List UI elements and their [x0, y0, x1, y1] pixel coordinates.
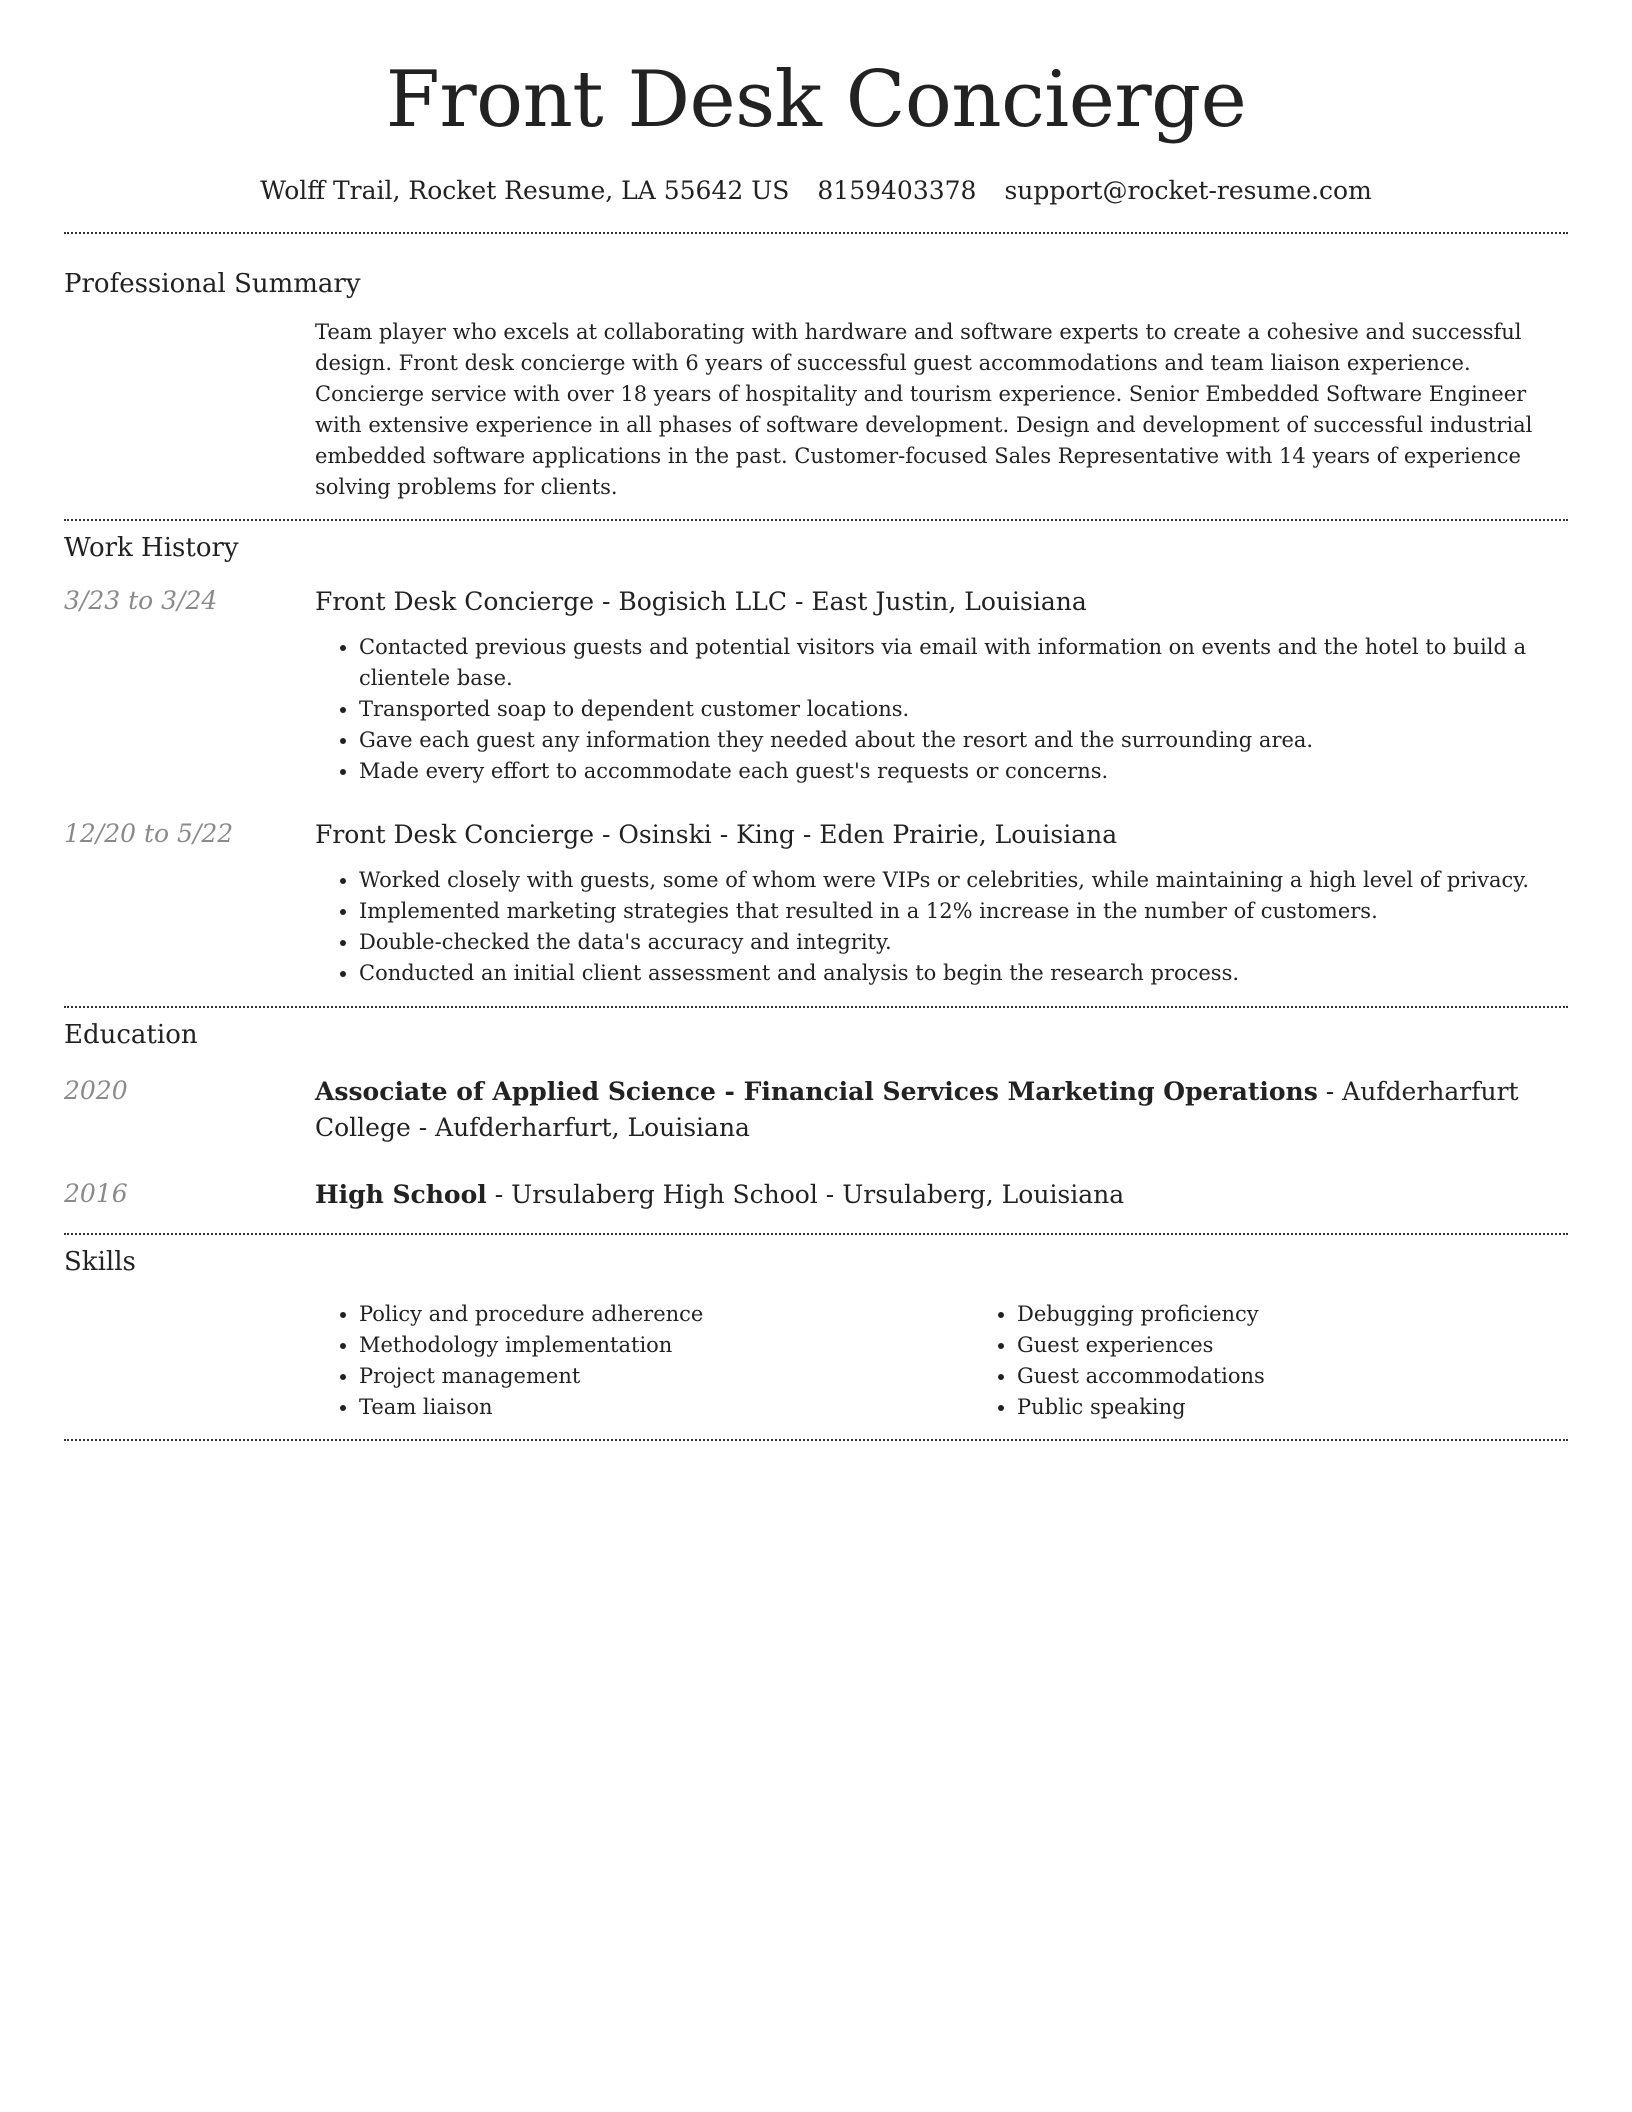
- list-item: • Contacted previous guests and potential visitors via email with information on events and the hotel to build a clientele base.: [359, 632, 1568, 694]
- list-item: • Guest accommodations: [1017, 1361, 1631, 1392]
- contact-email[interactable]: support@rocket-resume.com: [1004, 176, 1372, 205]
- education-entry: [64, 1177, 1568, 1213]
- divider: [64, 1439, 1568, 1441]
- summary-text: Team player who excels at collaborating with hardware and software experts to create a cohesive and successful design. Front desk concierge with 6 years of successful guest accommodations and team liaison experience. Concierge service with over 18 years of hospitality and tourism experience. Senior Embedded Software Engineer with extensive experience in all phases of software development. Design and development of successful industrial embedded software applications in the past. Customer-focused Sales Representative with 14 years of experience solving problems for clients.: [315, 320, 1533, 499]
- list-item: • Made every effort to accommodate each guest's requests or concerns.: [359, 756, 1568, 787]
- work-history-section: [64, 521, 1568, 989]
- education-school: - Aufderharfurt College - Aufderharfurt, Louisiana: [315, 1077, 1519, 1142]
- job-bullets: [315, 865, 1568, 989]
- list-item: • Gave each guest any information they needed about the resort and the surrounding area.: [359, 725, 1568, 756]
- list-item: • Transported soap to dependent customer locations.: [359, 694, 1568, 725]
- list-item: • Double-checked the data's accuracy and integrity.: [359, 927, 1568, 958]
- list-item: • Guest experiences: [1017, 1330, 1631, 1361]
- list-item: • Implemented marketing strategies that resulted in a 12% increase in the number of customers.: [359, 896, 1568, 927]
- job-title: Front Desk Concierge - Osinski - King - Eden Prairie, Louisiana: [315, 820, 1118, 849]
- list-item: • Debugging proficiency: [1017, 1299, 1631, 1330]
- resume-header: [64, 0, 1568, 208]
- education-degree: High School: [315, 1180, 487, 1209]
- section-title-work: Work History: [64, 533, 239, 563]
- section-title-skills: Skills: [64, 1247, 136, 1277]
- section-title-education: Education: [64, 1020, 198, 1050]
- list-item: • Policy and procedure adherence: [359, 1299, 973, 1330]
- education-school: - Ursulaberg High School - Ursulaberg, Louisiana: [486, 1180, 1125, 1209]
- job-dates: 12/20 to 5/22: [64, 819, 234, 848]
- job-bullets: [315, 632, 1568, 787]
- list-item: • Project management: [359, 1361, 973, 1392]
- education-year: 2020: [64, 1076, 128, 1105]
- job-entry: [64, 584, 1568, 787]
- list-item: • Conducted an initial client assessment and analysis to begin the research process.: [359, 958, 1568, 989]
- education-section: [64, 1008, 1568, 1213]
- skills-list-right: [973, 1299, 1631, 1423]
- list-item: • Team liaison: [359, 1392, 973, 1423]
- job-dates: 3/23 to 3/24: [64, 586, 218, 615]
- education-title: [315, 1177, 1568, 1213]
- education-year: 2016: [64, 1179, 128, 1208]
- candidate-name: Front Desk Concierge: [385, 55, 1247, 145]
- education-degree: Associate of Applied Science - Financial Services Marketing Operations: [315, 1077, 1318, 1106]
- list-item: • Worked closely with guests, some of whom were VIPs or celebrities, while maintaining a high level of privacy.: [359, 865, 1568, 896]
- job-title: Front Desk Concierge - Bogisich LLC - East Justin, Louisiana: [315, 587, 1087, 616]
- summary-section: [64, 234, 1568, 503]
- list-item: • Public speaking: [1017, 1392, 1631, 1423]
- contact-phone: 8159403378: [817, 176, 977, 205]
- skills-list-left: [315, 1299, 973, 1423]
- job-entry: [64, 817, 1568, 989]
- education-title: [315, 1074, 1568, 1146]
- section-title-summary: Professional Summary: [64, 269, 361, 299]
- list-item: • Methodology implementation: [359, 1330, 973, 1361]
- contact-address: Wolff Trail, Rocket Resume, LA 55642 US: [260, 176, 790, 205]
- contact-line: [64, 174, 1568, 208]
- education-entry: [64, 1074, 1568, 1146]
- skills-section: [64, 1235, 1568, 1423]
